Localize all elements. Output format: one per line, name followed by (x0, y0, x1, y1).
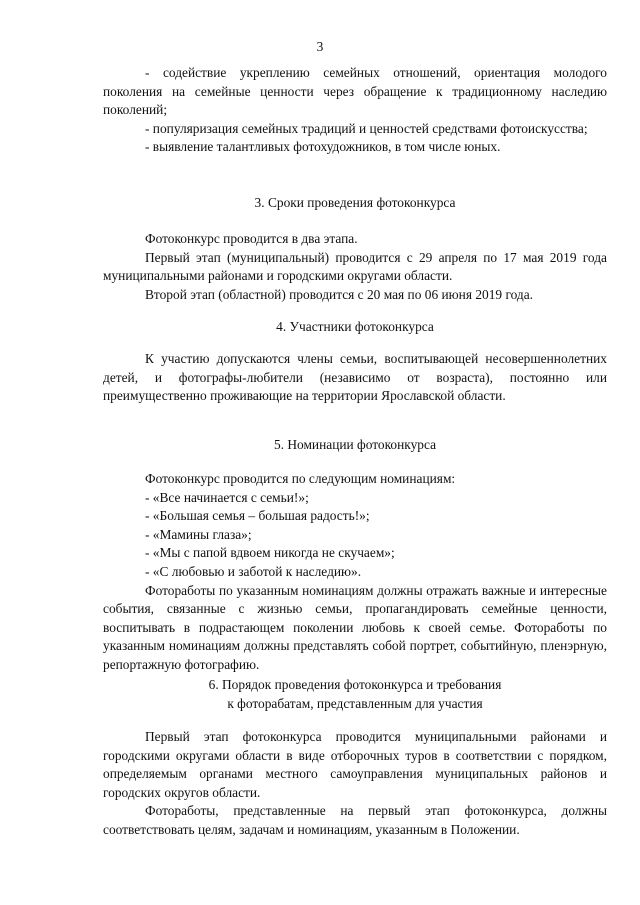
paragraph: Фотоработы, представленные на первый этап фотоконкурса, должны соответствовать целям, задачам и номинациям, указанным в Положении. (103, 803, 607, 837)
paragraph: Первый этап фотоконкурса проводится муниципальными районами и городскими округами области в виде отборочных туров в соответствии с порядком, определяемым органами местного самоуправления муниципальных районов и городских округов области. (103, 729, 607, 800)
section-3-title: 3. Сроки проведения фотоконкурса (254, 195, 456, 210)
section-5-body (103, 470, 607, 675)
paragraph: Первый этап (муниципальный) проводится с 29 апреля по 17 мая 2019 года муниципальными районами и городскими округами области. (103, 249, 607, 284)
section-4-title: 4. Участники фотоконкурса (276, 319, 434, 334)
goal-item: - выявление талантливых фотохудожников, в том числе юных. (145, 139, 501, 155)
section-5-title: 5. Номинации фотоконкурса (273, 437, 437, 452)
section-6-body (103, 728, 607, 840)
paragraph: К участию допускаются члены семьи, воспитывающей несовершеннолетних детей, и фотографы-любители (независимо от возраста), постоянно или преимущественно проживающие на территории Ярославской области. (103, 351, 607, 404)
nomination-item: - «Все начинается с семьи!»; (145, 489, 309, 505)
goals-list (103, 64, 607, 157)
nomination-item: - «Мамины глаза»; (145, 526, 252, 542)
nomination-item: - «Большая семья – большая радость!»; (145, 508, 370, 524)
paragraph: Второй этап (областной) проводится с 20 мая по 06 июня 2019 года. (145, 286, 534, 302)
section-4-body (103, 350, 607, 406)
page-number: 3 (316, 39, 324, 54)
paragraph: Фотоработы по указанным номинациям должны отражать важные и интересные события, связанные с жизнью семьи, пропагандировать семейные ценности, воспитывать в подрастающем поколении любовь к своей семье. Фотоработы по указанным номинациям должны представлять собой портрет, событийную, пленэрную, репортажную фотографию. (103, 582, 607, 672)
section-3-body (103, 230, 607, 304)
section-6-title-line2: к фоторабатам, представленным для участия (227, 696, 483, 711)
nomination-item: - «Мы с папой вдвоем никогда не скучаем»; (145, 545, 395, 561)
paragraph: Фотоконкурс проводится в два этапа. (145, 231, 358, 246)
nominations-intro: Фотоконкурс проводится по следующим номинациям: (145, 471, 456, 486)
goal-item: - популяризация семейных традиций и ценностей средствами фотоискусства; (145, 120, 588, 136)
goal-item: - содействие укреплению семейных отношений, ориентация молодого поколения на семейные ценности через обращение к традиционному наследию поколений; (103, 65, 607, 118)
section-6-title-line1: 6. Порядок проведения фотоконкурса и требования (208, 677, 502, 692)
nomination-item: - «С любовью и заботой к наследию». (145, 563, 362, 579)
